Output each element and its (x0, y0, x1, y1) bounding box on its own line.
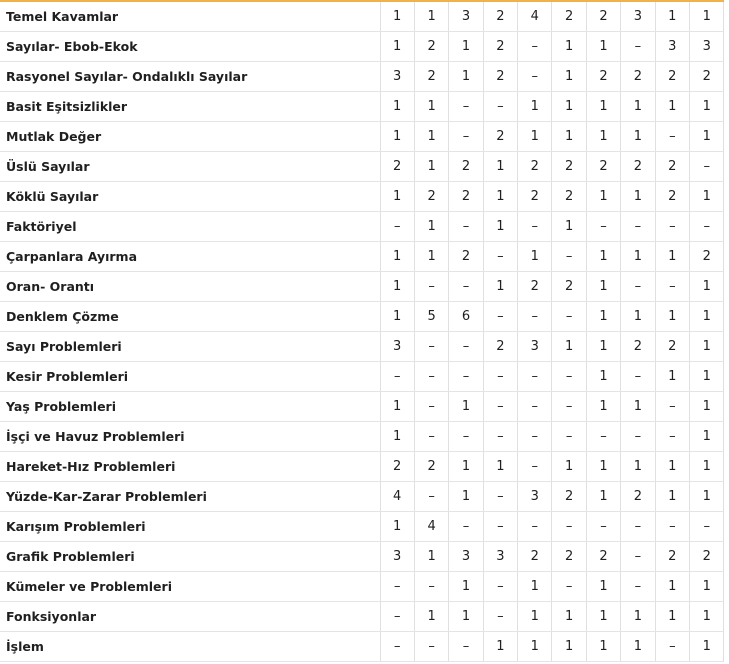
question-count-cell: – (655, 512, 689, 542)
question-count-cell: 2 (621, 62, 655, 92)
question-count-cell: 1 (414, 92, 448, 122)
question-count-cell: 1 (586, 572, 620, 602)
question-count-cell: 1 (414, 212, 448, 242)
topic-name: Sayılar- Ebob-Ekok (0, 32, 380, 62)
question-count-cell: – (552, 362, 586, 392)
question-count-cell: 2 (621, 482, 655, 512)
question-count-cell: 1 (655, 2, 689, 32)
question-count-cell: 1 (552, 632, 586, 662)
question-count-cell: 1 (690, 482, 724, 512)
topic-name: Grafik Problemleri (0, 542, 380, 572)
question-count-cell: 1 (621, 242, 655, 272)
question-count-cell: 1 (449, 572, 483, 602)
question-count-cell: – (518, 302, 552, 332)
question-count-cell: 1 (586, 482, 620, 512)
question-count-cell: – (518, 32, 552, 62)
question-count-cell: – (552, 422, 586, 452)
question-count-cell: 1 (483, 632, 517, 662)
question-count-cell: – (449, 212, 483, 242)
question-count-cell: 2 (690, 542, 724, 572)
topic-question-count-table (0, 2, 724, 662)
question-count-cell: 1 (380, 242, 414, 272)
topic-name: İşçi ve Havuz Problemleri (0, 422, 380, 452)
question-count-cell: – (552, 392, 586, 422)
question-count-cell: 1 (380, 272, 414, 302)
topic-name: İşlem (0, 632, 380, 662)
question-count-cell: 1 (586, 302, 620, 332)
question-count-cell: 2 (655, 62, 689, 92)
question-count-cell: 1 (518, 632, 552, 662)
question-count-cell: 1 (655, 242, 689, 272)
question-count-cell: – (621, 362, 655, 392)
question-count-cell: – (655, 422, 689, 452)
question-count-cell: 1 (586, 92, 620, 122)
question-count-cell: – (655, 122, 689, 152)
question-count-cell: – (449, 122, 483, 152)
topic-name: Rasyonel Sayılar- Ondalıklı Sayılar (0, 62, 380, 92)
question-count-cell: – (518, 392, 552, 422)
question-count-cell: 1 (655, 362, 689, 392)
question-count-cell: 1 (690, 572, 724, 602)
question-count-cell: 3 (655, 32, 689, 62)
question-count-cell: 1 (586, 602, 620, 632)
topic-name: Üslü Sayılar (0, 152, 380, 182)
question-count-cell: 1 (518, 242, 552, 272)
topic-name: Mutlak Değer (0, 122, 380, 152)
question-count-cell: 1 (483, 212, 517, 242)
question-count-cell: 1 (655, 452, 689, 482)
table-row (0, 572, 724, 602)
topic-name: Karışım Problemleri (0, 512, 380, 542)
question-count-cell: 1 (518, 122, 552, 152)
question-count-cell: 1 (518, 572, 552, 602)
question-count-cell: – (655, 212, 689, 242)
question-count-cell: – (449, 632, 483, 662)
question-count-cell: – (449, 272, 483, 302)
question-count-cell: 1 (621, 602, 655, 632)
question-count-cell: 2 (414, 452, 448, 482)
question-count-cell: 2 (380, 152, 414, 182)
question-count-cell: – (690, 512, 724, 542)
question-count-cell: 2 (483, 32, 517, 62)
question-count-cell: 1 (552, 32, 586, 62)
question-count-cell: 4 (380, 482, 414, 512)
question-count-cell: 2 (483, 62, 517, 92)
question-count-cell: 1 (690, 122, 724, 152)
question-count-cell: – (380, 362, 414, 392)
question-count-cell: 1 (621, 302, 655, 332)
question-count-cell: 1 (518, 602, 552, 632)
topic-name: Kümeler ve Problemleri (0, 572, 380, 602)
topic-name: Yaş Problemleri (0, 392, 380, 422)
question-count-cell: 2 (621, 332, 655, 362)
question-count-cell: 1 (621, 182, 655, 212)
question-count-cell: – (655, 272, 689, 302)
question-count-cell: 1 (586, 452, 620, 482)
topic-name: Fonksiyonlar (0, 602, 380, 632)
question-count-cell: – (621, 272, 655, 302)
question-count-cell: 2 (449, 182, 483, 212)
question-count-cell: 1 (449, 482, 483, 512)
question-count-cell: – (449, 512, 483, 542)
table-row (0, 332, 724, 362)
table-row (0, 272, 724, 302)
table-row (0, 212, 724, 242)
topic-name: Oran- Orantı (0, 272, 380, 302)
question-count-cell: 1 (655, 302, 689, 332)
question-count-cell: 1 (483, 272, 517, 302)
question-count-cell: 2 (449, 242, 483, 272)
question-count-cell: – (552, 512, 586, 542)
question-count-cell: 1 (414, 242, 448, 272)
question-count-cell: 1 (690, 632, 724, 662)
question-count-cell: – (483, 602, 517, 632)
table-row (0, 602, 724, 632)
question-count-cell: 3 (380, 62, 414, 92)
question-count-cell: – (483, 302, 517, 332)
question-count-cell: 1 (552, 452, 586, 482)
question-count-cell: 1 (655, 482, 689, 512)
question-count-cell: – (483, 92, 517, 122)
question-count-cell: 1 (586, 242, 620, 272)
question-count-cell: 1 (380, 2, 414, 32)
question-count-cell: 1 (414, 152, 448, 182)
question-count-cell: – (483, 362, 517, 392)
question-count-cell: 1 (414, 2, 448, 32)
question-count-cell: – (655, 392, 689, 422)
question-count-cell: – (449, 332, 483, 362)
question-count-cell: 1 (380, 512, 414, 542)
question-count-cell: – (552, 302, 586, 332)
question-count-cell: – (380, 212, 414, 242)
question-count-cell: 1 (690, 272, 724, 302)
question-count-cell: 1 (621, 122, 655, 152)
question-count-cell: 3 (621, 2, 655, 32)
question-count-cell: 2 (552, 182, 586, 212)
question-count-cell: 2 (586, 62, 620, 92)
question-count-cell: 1 (449, 602, 483, 632)
question-count-cell: 1 (380, 422, 414, 452)
question-count-cell: 2 (483, 122, 517, 152)
question-count-cell: 1 (690, 332, 724, 362)
table-row (0, 242, 724, 272)
question-count-cell: 3 (483, 542, 517, 572)
question-count-cell: – (449, 422, 483, 452)
topic-name: Yüzde-Kar-Zarar Problemleri (0, 482, 380, 512)
question-count-cell: 1 (380, 32, 414, 62)
question-count-cell: – (552, 242, 586, 272)
question-count-cell: 4 (518, 2, 552, 32)
question-count-cell: 1 (414, 602, 448, 632)
question-count-cell: – (483, 392, 517, 422)
question-count-cell: 1 (518, 92, 552, 122)
question-count-cell: 3 (518, 482, 552, 512)
question-count-cell: 2 (518, 182, 552, 212)
question-count-cell: 1 (690, 392, 724, 422)
table-row (0, 422, 724, 452)
table-body (0, 2, 724, 662)
question-count-cell: – (621, 512, 655, 542)
table-row (0, 32, 724, 62)
question-count-cell: – (414, 272, 448, 302)
topic-name: Denklem Çözme (0, 302, 380, 332)
question-count-cell: 1 (690, 182, 724, 212)
question-count-cell: – (518, 362, 552, 392)
question-count-cell: 5 (414, 302, 448, 332)
question-count-cell: 1 (586, 332, 620, 362)
question-count-cell: 2 (655, 542, 689, 572)
question-count-cell: – (621, 572, 655, 602)
question-count-cell: – (483, 512, 517, 542)
question-count-cell: 1 (380, 122, 414, 152)
question-count-cell: – (518, 452, 552, 482)
topic-name: Temel Kavamlar (0, 2, 380, 32)
question-count-cell: 1 (621, 392, 655, 422)
table-row (0, 302, 724, 332)
question-count-cell: 2 (690, 242, 724, 272)
question-count-cell: – (414, 392, 448, 422)
question-count-cell: – (483, 572, 517, 602)
question-count-cell: 1 (655, 572, 689, 602)
question-count-cell: – (380, 572, 414, 602)
question-count-cell: 2 (552, 482, 586, 512)
question-count-cell: – (586, 422, 620, 452)
question-count-cell: 2 (518, 272, 552, 302)
question-count-cell: – (621, 422, 655, 452)
question-count-cell: – (552, 572, 586, 602)
question-count-cell: 2 (586, 542, 620, 572)
question-count-cell: 2 (655, 182, 689, 212)
question-count-cell: 1 (690, 362, 724, 392)
question-count-cell: 2 (655, 332, 689, 362)
question-count-cell: 1 (483, 152, 517, 182)
question-count-cell: – (414, 632, 448, 662)
question-count-cell: 2 (380, 452, 414, 482)
question-count-cell: 1 (586, 632, 620, 662)
question-count-cell: 2 (483, 332, 517, 362)
question-count-cell: 1 (586, 122, 620, 152)
question-count-cell: – (414, 362, 448, 392)
question-count-cell: 1 (586, 392, 620, 422)
question-count-cell: 1 (449, 452, 483, 482)
question-count-cell: 3 (380, 332, 414, 362)
question-count-cell: 1 (552, 122, 586, 152)
question-count-cell: – (483, 482, 517, 512)
question-count-cell: – (449, 362, 483, 392)
topic-name: Hareket-Hız Problemleri (0, 452, 380, 482)
question-count-cell: 1 (690, 2, 724, 32)
question-count-cell: 2 (586, 152, 620, 182)
question-count-cell: – (449, 92, 483, 122)
question-count-cell: – (483, 422, 517, 452)
question-count-cell: 2 (483, 2, 517, 32)
question-count-cell: – (655, 632, 689, 662)
topic-name: Çarpanlara Ayırma (0, 242, 380, 272)
topic-name: Faktöriyel (0, 212, 380, 242)
question-count-cell: – (414, 482, 448, 512)
question-count-cell: 1 (380, 302, 414, 332)
question-count-cell: – (621, 212, 655, 242)
topic-name: Basit Eşitsizlikler (0, 92, 380, 122)
question-count-cell: 1 (449, 32, 483, 62)
question-count-cell: 1 (621, 632, 655, 662)
question-count-cell: – (414, 572, 448, 602)
question-count-cell: 1 (690, 92, 724, 122)
question-count-cell: 2 (414, 182, 448, 212)
question-count-cell: 1 (483, 182, 517, 212)
question-count-cell: 2 (621, 152, 655, 182)
table-row (0, 482, 724, 512)
table-row (0, 542, 724, 572)
question-count-cell: 1 (690, 302, 724, 332)
question-count-cell: 2 (655, 152, 689, 182)
question-count-cell: – (483, 242, 517, 272)
question-count-cell: 1 (483, 452, 517, 482)
table-row (0, 512, 724, 542)
question-count-cell: – (380, 602, 414, 632)
question-count-cell: 1 (690, 452, 724, 482)
question-count-cell: 2 (449, 152, 483, 182)
question-count-cell: 1 (690, 422, 724, 452)
question-count-cell: 1 (552, 212, 586, 242)
table-row (0, 92, 724, 122)
table-row (0, 152, 724, 182)
question-count-cell: 1 (586, 362, 620, 392)
question-count-cell: – (414, 332, 448, 362)
question-count-cell: 1 (380, 392, 414, 422)
question-count-cell: 2 (552, 152, 586, 182)
question-count-cell: 4 (414, 512, 448, 542)
question-count-cell: 2 (414, 62, 448, 92)
question-count-cell: 6 (449, 302, 483, 332)
question-count-cell: – (621, 32, 655, 62)
question-count-cell: 1 (586, 182, 620, 212)
table-row (0, 122, 724, 152)
question-count-cell: 1 (552, 602, 586, 632)
question-count-cell: – (621, 542, 655, 572)
question-count-cell: 1 (552, 92, 586, 122)
table-row (0, 62, 724, 92)
question-count-cell: – (518, 212, 552, 242)
question-count-cell: 1 (380, 92, 414, 122)
question-count-cell: – (518, 62, 552, 92)
table-row (0, 182, 724, 212)
question-count-cell: 3 (518, 332, 552, 362)
table-row (0, 452, 724, 482)
question-count-cell: 2 (552, 272, 586, 302)
question-count-cell: 2 (518, 152, 552, 182)
question-count-cell: 1 (552, 332, 586, 362)
question-count-cell: – (380, 632, 414, 662)
question-count-cell: 1 (586, 32, 620, 62)
question-count-cell: – (690, 152, 724, 182)
topic-name: Köklü Sayılar (0, 182, 380, 212)
question-count-cell: 1 (449, 392, 483, 422)
question-count-cell: 1 (414, 542, 448, 572)
question-count-cell: 3 (449, 2, 483, 32)
question-count-cell: 2 (414, 32, 448, 62)
question-count-cell: – (518, 512, 552, 542)
question-count-cell: – (690, 212, 724, 242)
question-count-cell: 2 (552, 542, 586, 572)
question-count-cell: 3 (449, 542, 483, 572)
question-count-cell: 1 (449, 62, 483, 92)
question-count-cell: 1 (690, 602, 724, 632)
question-count-cell: 3 (380, 542, 414, 572)
question-count-cell: – (586, 212, 620, 242)
table-row (0, 2, 724, 32)
question-count-cell: 3 (690, 32, 724, 62)
question-count-cell: 1 (414, 122, 448, 152)
question-count-cell: 1 (552, 62, 586, 92)
question-count-cell: 1 (655, 602, 689, 632)
question-count-cell: 1 (621, 92, 655, 122)
question-count-cell: 1 (621, 452, 655, 482)
table-row (0, 362, 724, 392)
question-count-cell: 1 (380, 182, 414, 212)
question-count-cell: 2 (690, 62, 724, 92)
topic-name: Kesir Problemleri (0, 362, 380, 392)
question-count-cell: 1 (655, 92, 689, 122)
question-count-cell: 2 (518, 542, 552, 572)
topic-name: Sayı Problemleri (0, 332, 380, 362)
question-count-cell: 1 (586, 272, 620, 302)
table-row (0, 632, 724, 662)
table-row (0, 392, 724, 422)
question-count-cell: 2 (552, 2, 586, 32)
question-count-cell: – (414, 422, 448, 452)
question-count-cell: – (586, 512, 620, 542)
question-count-cell: – (518, 422, 552, 452)
question-count-cell: 2 (586, 2, 620, 32)
